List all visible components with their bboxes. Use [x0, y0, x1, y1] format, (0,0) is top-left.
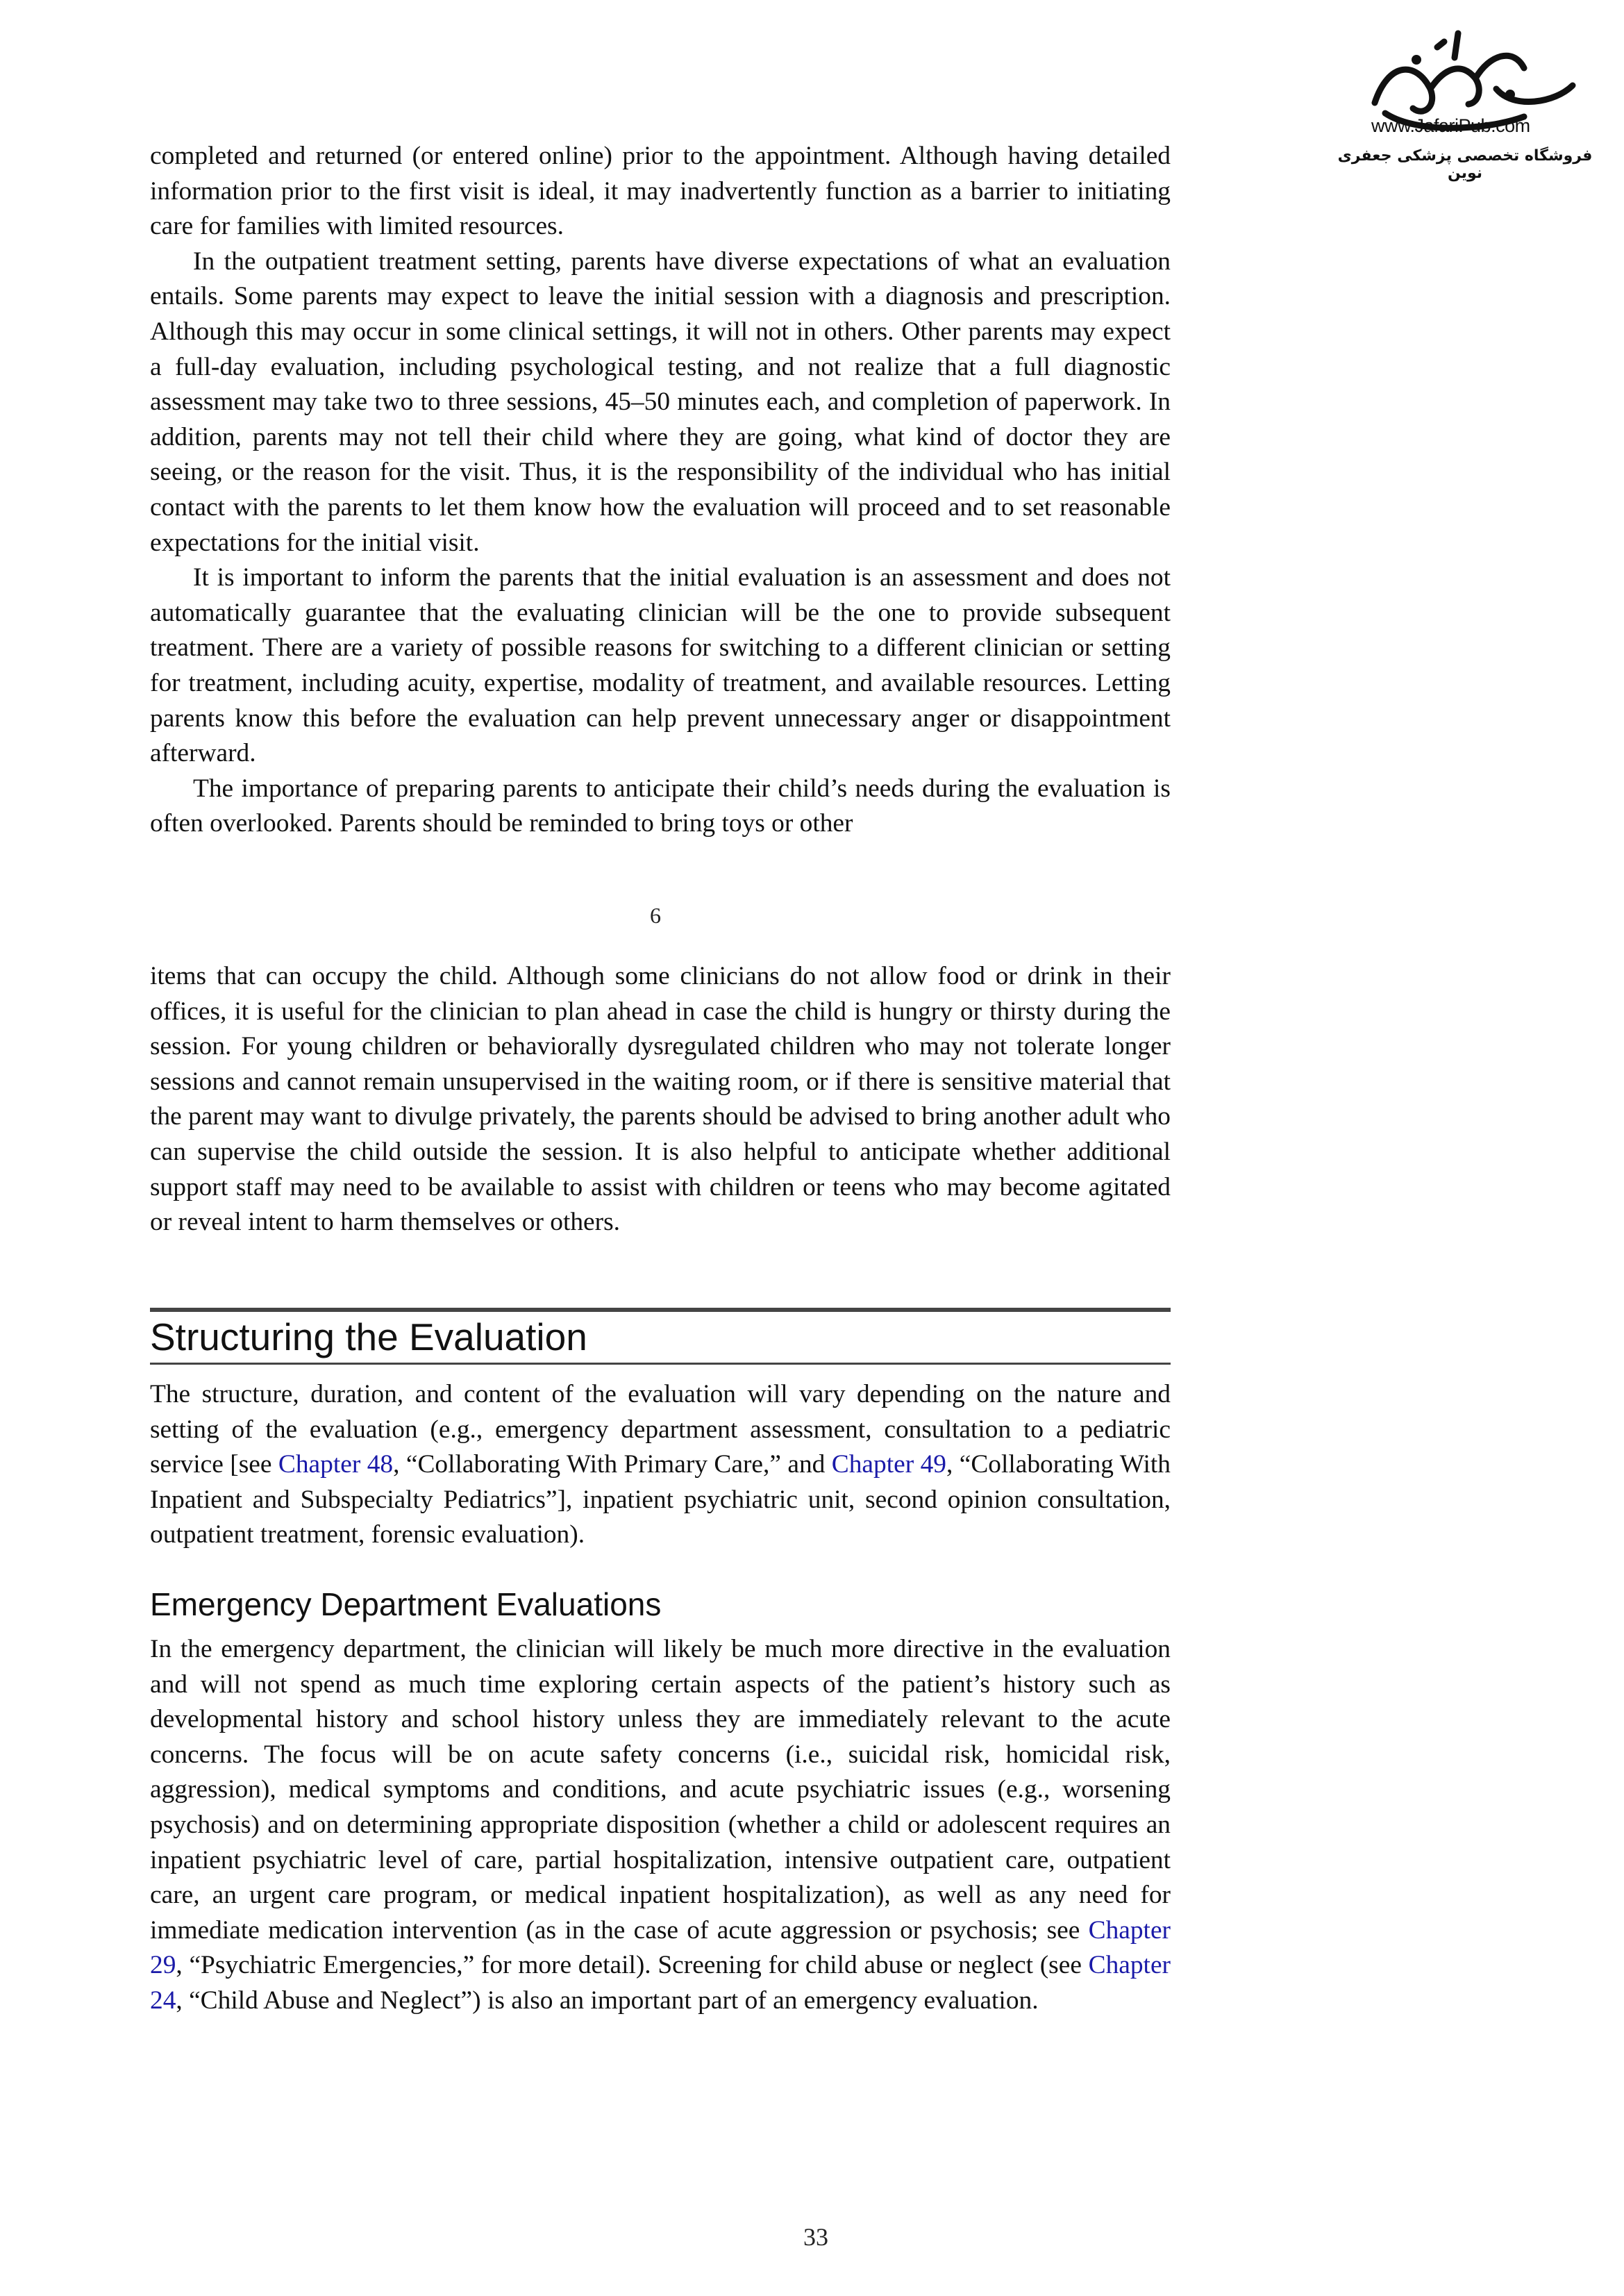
section-heading: Structuring the Evaluation: [150, 1315, 587, 1358]
text-run: In the emergency department, the clinician will likely be much more directive in the evaluation and will not spend as much time exploring certain aspects of the patient’s history such as developmental history and school history unless they are immediately relevant to the acute concerns. The focus will be on acute safety concerns (i.e., suicidal risk, homicidal risk, aggression), medical symptoms and conditions, and acute psychiatric issues (e.g., worsening psychosis) and on determining appropriate disposition (whether a child or adolescent requires an inpatient psychiatric level of care, partial hospitalization, intensive outpatient care, outpatient care, an urgent care program, or medical inpatient hospitalization), as well as any need for immediate medication intervention (as in the case of acute aggression or psychosis; see: [150, 1635, 1171, 1945]
top-section: [150, 139, 1171, 842]
section-rule-top: [150, 1308, 1171, 1312]
text-run: The structure, duration, and content of the evaluation will vary depending on the nature and setting of the evaluation (e.g., emergency department assessment, consultation to a pediatric service [see: [150, 1380, 1171, 1479]
emergency-section: [150, 1632, 1171, 2019]
paragraph: In the outpatient treatment setting, parents have diverse expectations of what an evaluation entails. Some parents may expect to leave the initial session with a diagnosis and prescription. Although this may occur in some clinical settings, it will not in others. Other parents may expect a full-day evaluation, including psychological testing, and not realize that a full diagnostic assessment may take two to three sessions, 45–50 minutes each, and completion of paperwork. In addition, parents may not tell their child where they are going, what kind of doctor they are seeing, or the reason for the visit. Thus, it is the responsibility of the individual who has initial contact with the parents to let them know how the evaluation will proceed and to set reasonable expectations for the initial visit.: [150, 247, 1171, 557]
text-run: , “Collaborating With Inpatient and Subspecialty Pediatrics”], inpatient psychiatric unit, second opinion consultation, outpatient treatment, forensic evaluation).: [150, 1450, 1171, 1549]
publisher-url: www.JafariPub.com: [1371, 115, 1530, 136]
section-rule-bottom: [150, 1363, 1171, 1365]
page-number: 33: [803, 2223, 828, 2251]
paragraph: [150, 1377, 1171, 1553]
paragraph: [150, 1632, 1171, 2019]
middle-section: [150, 959, 1171, 1240]
chapter-link[interactable]: Chapter 24: [150, 1951, 1171, 2015]
structuring-section: [150, 1377, 1171, 1553]
subsection-heading: Emergency Department Evaluations: [150, 1586, 662, 1622]
chapter-link[interactable]: Chapter 49: [831, 1450, 946, 1479]
text-run: , “Child Abuse and Neglect”) is also an important part of an emergency evaluation.: [176, 1986, 1039, 2015]
chapter-link[interactable]: Chapter 48: [278, 1450, 394, 1479]
page-marker: 6: [650, 903, 661, 928]
paragraph: items that can occupy the child. Although some clinicians do not allow food or drink in their offices, it is useful for the clinician to plan ahead in case the child is hungry or thirsty during the session. For young children or behaviorally dysregulated children who may not tolerate longer sessions and cannot remain unsupervised in the waiting room, or if there is sensitive material that the parent may want to divulge privately, the parents should be advised to bring another adult who can supervise the child outside the session. It is also helpful to anticipate whether additional support staff may need to be available to assist with children or teens who may become agitated or reveal intent to harm themselves or others.: [150, 962, 1171, 1237]
paragraph: It is important to inform the parents that the initial evaluation is an assessment and does not automatically guarantee that the evaluating clinician will be the one to provide subsequent treatment. There are a variety of possible reasons for switching to a different clinician or setting for treatment, including acuity, expertise, modality of treatment, and available resources. Letting parents know this before the evaluation can help prevent unnecessary anger or disappointment afterward.: [150, 563, 1171, 768]
text-run: , “Psychiatric Emergencies,” for more detail). Screening for child abuse or neglect (see: [176, 1951, 1089, 1980]
chapter-link[interactable]: Chapter 29: [150, 1915, 1171, 1980]
paragraph: completed and returned (or entered online) prior to the appointment. Although having detailed information prior to the first visit is ideal, it may inadvertently function as a barrier to initiating care for families with limited resources.: [150, 142, 1171, 241]
text-run: , “Collaborating With Primary Care,” and: [393, 1450, 832, 1479]
paragraph: The importance of preparing parents to anticipate their child’s needs during the evaluation is often overlooked. Parents should be reminded to bring toys or other: [150, 774, 1171, 838]
publisher-tagline: فروشگاه تخصصی پزشکی جعفری نوین: [1337, 147, 1593, 182]
